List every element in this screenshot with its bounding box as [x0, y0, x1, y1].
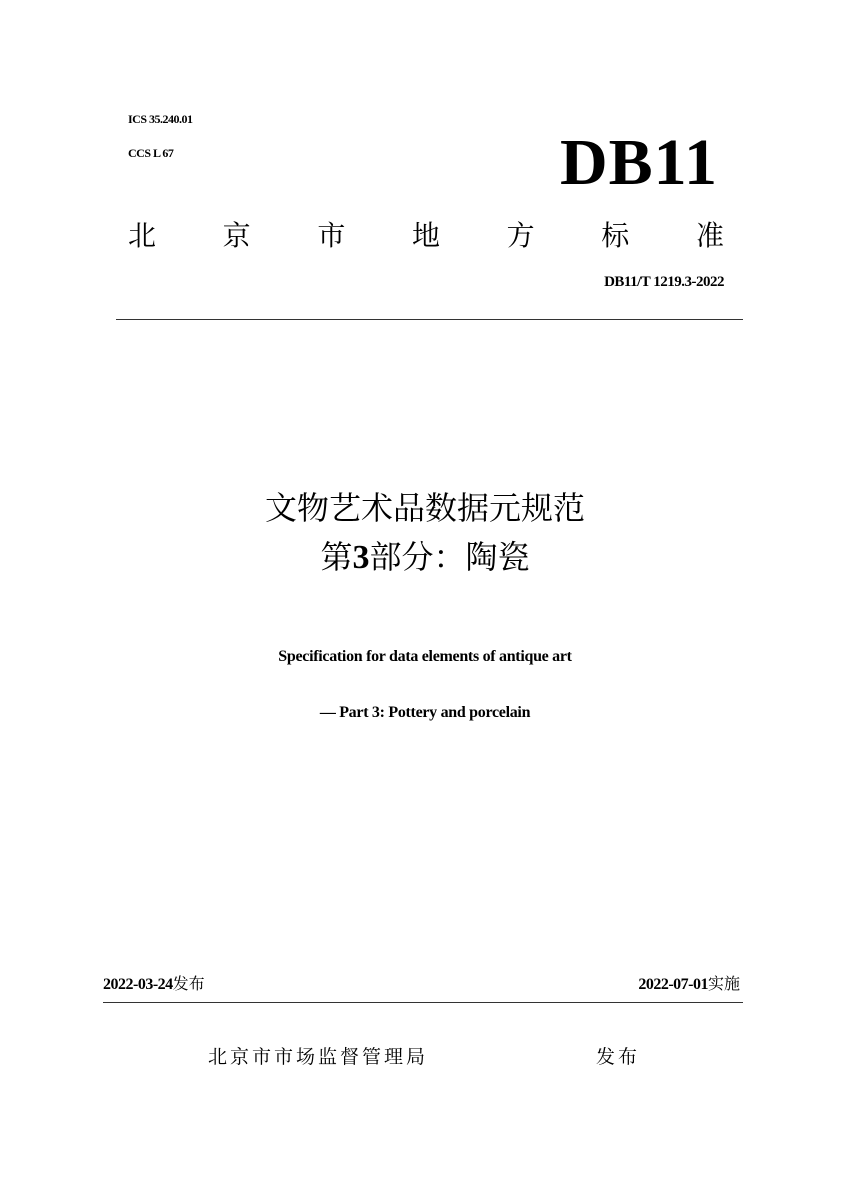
ics-code: ICS 35.240.01	[128, 112, 193, 126]
title-cn-line2	[0, 538, 850, 576]
standard-type-char: 市	[317, 219, 346, 252]
standard-type-char: 北	[128, 219, 157, 252]
ccs-code: CCS L 67	[128, 146, 174, 160]
title-cn-line1: 文物艺术品数据元规范	[264, 489, 585, 527]
standard-type-char: 标	[601, 219, 630, 252]
publish-date	[103, 976, 205, 993]
standard-type	[128, 219, 724, 252]
footer-divider	[103, 1002, 743, 1003]
standard-number: DB11/T 1219.3-2022	[604, 274, 724, 290]
title-cn-suffix: 部分：陶瓷	[369, 538, 530, 576]
db11-logo: DB11	[559, 126, 718, 199]
standard-type-char: 京	[222, 219, 251, 252]
issue-label: 发布	[596, 1046, 641, 1068]
header-divider	[116, 319, 743, 320]
issuer: 北京市市场监督管理局	[208, 1046, 429, 1068]
title-cn-part-number: 3	[352, 539, 370, 576]
publish-date-value: 2022-03-24	[103, 976, 173, 993]
title-en-line2: — Part 3: Pottery and porcelain	[319, 704, 531, 721]
implement-date-value: 2022-07-01	[638, 976, 708, 993]
title-cn-prefix: 第	[320, 538, 353, 576]
implement-date	[638, 976, 740, 993]
publish-label: 发布	[172, 974, 205, 993]
standard-type-char: 准	[695, 219, 724, 252]
implement-label: 实施	[707, 974, 740, 993]
standard-type-char: 方	[506, 219, 535, 252]
standard-type-char: 地	[411, 219, 440, 252]
title-en-line1: Specification for data elements of antique art	[278, 648, 572, 665]
